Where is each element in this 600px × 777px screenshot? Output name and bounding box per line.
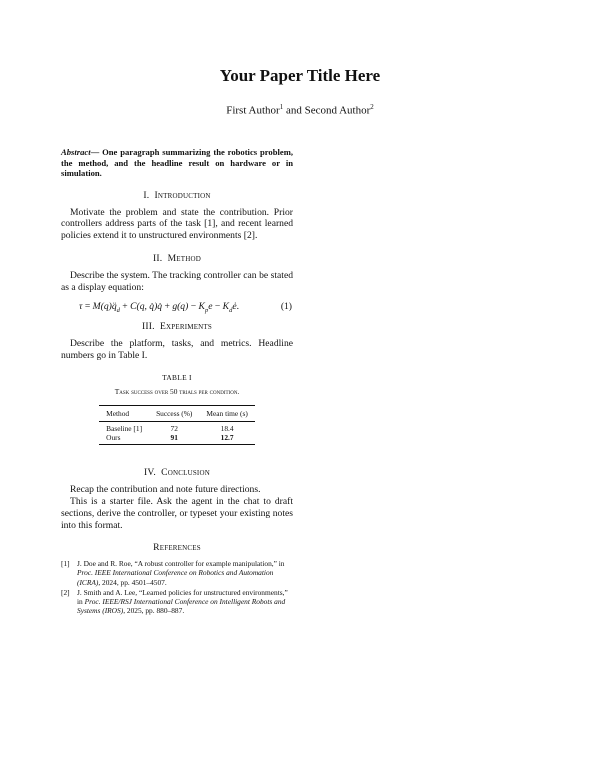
reference-item bbox=[61, 559, 293, 587]
reference-tail: , 2025, pp. 880–887. bbox=[123, 606, 185, 616]
table-header-cell: Mean time (s) bbox=[206, 409, 248, 419]
author-line bbox=[0, 103, 600, 117]
conclusion-paragraph: Recap the contribution and note future directions. bbox=[70, 484, 261, 496]
conclusion-paragraph: This is a starter file. Ask the agent in the chat to draft sections, derive the controller, or typeset your existing notes into this format. bbox=[61, 495, 293, 531]
section-number: I. bbox=[143, 189, 150, 201]
section-name: Method bbox=[167, 252, 202, 264]
table-header-row bbox=[99, 406, 255, 422]
author-name: Second Author bbox=[304, 104, 371, 117]
reference-text: J. Smith and A. Lee, “Learned policies for unstructured environments,” in bbox=[77, 587, 288, 606]
section-heading-method bbox=[61, 253, 293, 265]
abstract-dash: — bbox=[90, 147, 103, 157]
author-affiliation-mark: 2 bbox=[370, 103, 374, 111]
reference-venue: Proc. IEEE/RSJ International Conference on Intelligent Robots and Systems (IROS) bbox=[77, 596, 286, 616]
left-column bbox=[61, 147, 293, 616]
reference-text: J. Doe and R. Roe, “A robust controller for example manipulation,” in bbox=[77, 559, 285, 569]
table-cell-method: Baseline [1] bbox=[106, 424, 143, 434]
display-equation bbox=[61, 299, 293, 315]
abstract-lead: Abstract bbox=[61, 147, 91, 157]
table-cell-success: 91 bbox=[170, 433, 178, 443]
abstract-text: One paragraph summarizing the robotics problem, the method, and the headline result on hardware or in simulation. bbox=[61, 147, 293, 179]
section-number: II. bbox=[152, 252, 163, 264]
section-number: IV. bbox=[144, 467, 156, 479]
section-heading-references bbox=[61, 542, 293, 554]
section-name: Introduction bbox=[154, 189, 211, 201]
table-caption-text: Task success over 50 trials per condition. bbox=[114, 386, 240, 396]
section-heading-experiments bbox=[61, 321, 293, 333]
method-paragraph: Describe the system. The tracking controller can be stated as a display equation: bbox=[61, 269, 293, 293]
table-number: TABLE I bbox=[162, 372, 192, 382]
equation-body: $\tau = M(q)q̈_d + C(q$, q̇)q̇ + $g(q) - K_pe$ − $K_dė$. bbox=[79, 301, 240, 315]
section-name: References bbox=[153, 542, 201, 554]
reference-list bbox=[61, 559, 293, 615]
section-name: Conclusion bbox=[161, 467, 210, 479]
reference-number: [2] bbox=[61, 587, 70, 597]
table-caption bbox=[61, 372, 293, 398]
section-number: III. bbox=[141, 321, 155, 333]
section-heading-introduction bbox=[61, 190, 293, 202]
section-name: Experiments bbox=[159, 321, 212, 333]
table-header-cell: Success (%) bbox=[156, 409, 193, 419]
author-affiliation-mark: 1 bbox=[279, 103, 284, 111]
introduction-paragraph: Motivate the problem and state the contribution. Prior controllers address parts of the task [1], and recent learned policies extend it to unstructured environments [2]. bbox=[61, 206, 293, 242]
reference-number: [1] bbox=[61, 559, 70, 569]
table-cell-time: 12.7 bbox=[220, 433, 234, 443]
table-cell-method: Ours bbox=[106, 433, 121, 443]
results-table bbox=[99, 405, 255, 445]
reference-venue: Proc. IEEE International Conference on Robotics and Automation (ICRA) bbox=[77, 568, 274, 587]
reference-item bbox=[61, 588, 293, 616]
abstract bbox=[61, 147, 293, 179]
paper-title: Your Paper Title Here bbox=[219, 66, 381, 85]
author-joiner: and bbox=[285, 104, 302, 117]
reference-tail: , 2024, pp. 4501–4507. bbox=[98, 577, 167, 587]
table-row bbox=[99, 422, 255, 434]
section-heading-conclusion bbox=[61, 467, 293, 479]
table-row bbox=[99, 433, 255, 445]
table-cell-success: 72 bbox=[170, 424, 178, 434]
author-name: First Author bbox=[226, 104, 280, 117]
table-cell-time: 18.4 bbox=[220, 424, 234, 434]
table-header-cell: Method bbox=[106, 409, 130, 419]
equation-number: (1) bbox=[280, 301, 292, 313]
experiments-paragraph: Describe the platform, tasks, and metrics. Headline numbers go in Table I. bbox=[61, 338, 293, 361]
